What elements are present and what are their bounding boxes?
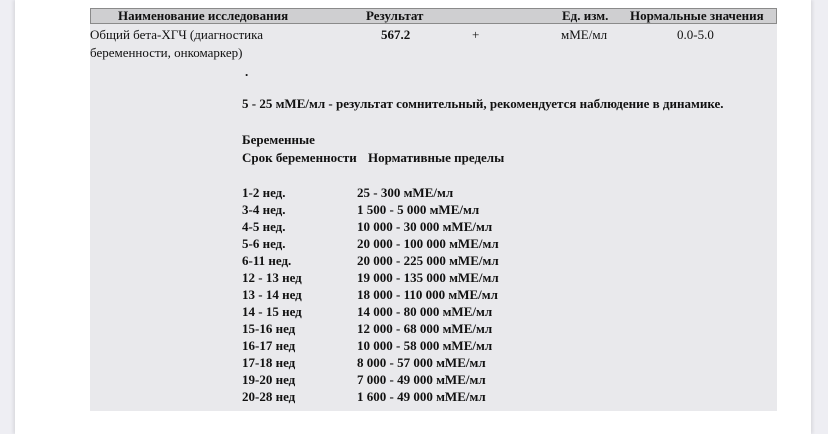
range-value: 25 - 300 мМЕ/мл (357, 185, 454, 200)
pregnant-title: Беременные (242, 132, 315, 147)
week-label: 3-4 нед. (242, 202, 286, 217)
doubtful-result-note: 5 - 25 мМЕ/мл - результат сомнительный, рекомендуется наблюдение в динамике. (242, 96, 724, 111)
week-label: 20-28 нед (242, 389, 296, 404)
test-name-line2: беременности, онкомаркер) (90, 45, 243, 60)
range-value: 20 000 - 225 000 мМЕ/мл (357, 253, 499, 268)
range-value: 1 600 - 49 000 мМЕ/мл (357, 389, 486, 404)
column-limits: Нормативные пределы (368, 150, 505, 165)
week-label: 1-2 нед. (242, 185, 286, 200)
week-label: 4-5 нед. (242, 219, 286, 234)
result-flag: + (472, 27, 480, 42)
normal-range-value: 0.0-5.0 (677, 27, 714, 42)
range-value: 10 000 - 58 000 мМЕ/мл (357, 338, 493, 353)
range-value: 7 000 - 49 000 мМЕ/мл (357, 372, 486, 387)
range-value: 12 000 - 68 000 мМЕ/мл (357, 321, 493, 336)
week-label: 5-6 нед. (242, 236, 286, 251)
header-normal-values: Нормальные значения (630, 8, 764, 23)
test-name-line1: Общий бета-ХГЧ (диагностика (90, 27, 264, 42)
header-result: Результат (366, 8, 424, 23)
week-label: 13 - 14 нед (242, 287, 302, 302)
range-value: 10 000 - 30 000 мМЕ/мл (357, 219, 493, 234)
week-label: 17-18 нед (242, 355, 296, 370)
range-value: 8 000 - 57 000 мМЕ/мл (357, 355, 486, 370)
column-term: Срок беременности (242, 150, 357, 165)
unit-value: мМЕ/мл (561, 27, 608, 42)
week-label: 6-11 нед. (242, 253, 292, 268)
document-page (15, 0, 811, 434)
week-label: 15-16 нед (242, 321, 296, 336)
header-test-name: Наименование исследования (118, 8, 289, 23)
comment-dot: . (245, 64, 249, 79)
week-label: 14 - 15 нед (242, 304, 302, 319)
range-value: 19 000 - 135 000 мМЕ/мл (357, 270, 499, 285)
range-value: 1 500 - 5 000 мМЕ/мл (357, 202, 480, 217)
lab-results-table (90, 8, 777, 411)
table-header-row (90, 8, 777, 24)
week-label: 19-20 нед (242, 372, 296, 387)
range-value: 14 000 - 80 000 мМЕ/мл (357, 304, 493, 319)
week-label: 16-17 нед (242, 338, 296, 353)
header-unit: Ед. изм. (562, 8, 609, 23)
range-value: 20 000 - 100 000 мМЕ/мл (357, 236, 499, 251)
result-value: 567.2 (381, 27, 411, 42)
range-value: 18 000 - 110 000 мМЕ/мл (357, 287, 498, 302)
week-label: 12 - 13 нед (242, 270, 302, 285)
